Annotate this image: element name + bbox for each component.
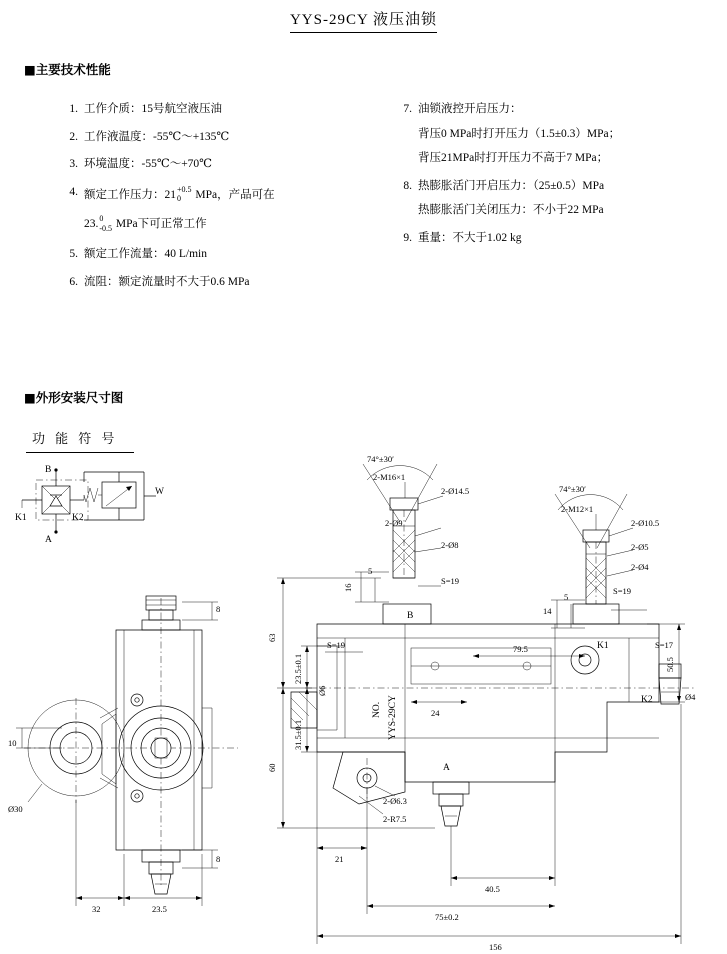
spec-line: 热膨胀活门关闭压力：不小于22 MPa — [418, 204, 604, 216]
tolerance-stack — [177, 184, 192, 204]
dim-label-8-top: 8 — [216, 604, 221, 614]
spec-line: 工作液温度：-55℃～+135℃ — [84, 130, 230, 143]
spec-text-b: MPa，产品可在 — [192, 188, 275, 201]
label-d8: 2-Ø8 — [441, 540, 459, 550]
spec-line: 工作介质：15号航空液压油 — [84, 103, 222, 115]
tolerance-upper: 0 — [99, 214, 104, 224]
bolt-hole-upper — [131, 694, 143, 706]
d9-leader — [415, 528, 441, 536]
angle-label-left: 74°±30′ — [367, 454, 394, 464]
label-63: 63 — [267, 633, 277, 642]
label-505: 50.5 — [665, 657, 675, 672]
angle-left-leader-2 — [405, 464, 437, 522]
port-label-b: B — [407, 611, 414, 621]
label-21: 21 — [335, 854, 344, 864]
port-k2-label: K2 — [72, 513, 84, 523]
spec-item — [58, 132, 388, 144]
angle-right-leader-2 — [597, 494, 627, 548]
right-port-cap — [583, 530, 609, 542]
spec-line: 背压21MPa时打开压力不高于7 MPa； — [418, 152, 609, 164]
port-w-label: W — [155, 487, 164, 497]
drawing-right-assembly — [255, 452, 725, 952]
angle-right-leader-1 — [555, 494, 590, 548]
spec-body — [84, 277, 388, 289]
tolerance-lower: -0.5 — [99, 223, 113, 233]
spec-text-c: 23. — [84, 218, 99, 231]
nameplate-no: NO. — [372, 701, 382, 718]
spec-line: 油锁液控开启压力： — [418, 103, 522, 115]
spec-item — [58, 249, 388, 261]
label-795: 79.5 — [513, 644, 528, 654]
spec-item — [58, 159, 388, 171]
left-port-cap — [390, 498, 418, 510]
port-b-dot — [54, 468, 57, 471]
label-14: 14 — [543, 606, 552, 616]
left-arm-body — [102, 714, 116, 784]
spec-number: 5. — [69, 248, 78, 261]
dim-label-8-bot: 8 — [216, 854, 221, 864]
spec-number: 6. — [69, 275, 78, 288]
dim-label-dia30: Ø30 — [8, 804, 23, 814]
spec-number: 1. — [69, 103, 78, 115]
d63-leader — [375, 786, 395, 796]
relief-arrow-head — [126, 486, 132, 491]
left-port-hatch — [393, 530, 415, 572]
spec-item — [58, 184, 388, 234]
d105-leader — [609, 528, 633, 536]
relief-spring — [84, 488, 102, 502]
port-label-a: A — [443, 763, 450, 773]
label-dia4: Ø4 — [685, 692, 696, 702]
spec-list-left — [58, 104, 388, 304]
spec-line: 背压0 MPa时打开压力（1.5±0.3）MPa； — [418, 127, 621, 140]
drawing-left-end-view — [6, 588, 256, 928]
spec-line: 额定工作流量：40 L/min — [84, 248, 207, 261]
spec-line: 重量：不大于1.02 kg — [418, 231, 522, 244]
spec-text-a: 额定工作压力：21 — [84, 188, 176, 201]
spec-body — [84, 104, 388, 116]
spec-item — [392, 181, 722, 217]
spec-number: 7. — [403, 103, 412, 115]
bolt-hole-lower — [131, 790, 143, 802]
spec-body — [84, 132, 388, 144]
label-d105: 2-Ø10.5 — [631, 518, 660, 528]
spec-body — [418, 233, 722, 245]
dia30-leader — [28, 784, 42, 802]
spec-text-d: MPa下可正常工作 — [113, 218, 207, 231]
label-5-left: 5 — [368, 566, 373, 576]
spec-line: 流阻：额定流量时不大于0.6 MPa — [84, 275, 250, 288]
relief-valve-body — [102, 482, 136, 508]
check-valve-triangle — [50, 496, 62, 506]
spec-number: 9. — [403, 231, 412, 244]
spec-body — [84, 249, 388, 261]
spec-item — [392, 104, 722, 165]
spec-body — [84, 159, 388, 171]
page-title-text: YYS-29CY 液压油锁 — [290, 8, 437, 33]
tolerance-lower: 0 — [177, 193, 181, 203]
spec-body — [418, 181, 722, 217]
right-flange-block — [573, 604, 619, 624]
label-16: 16 — [343, 583, 353, 592]
d145-leader — [418, 496, 443, 504]
label-d63: 2-Ø6.3 — [383, 796, 407, 806]
bottom-fitting-nut-2 — [439, 794, 463, 806]
label-24: 24 — [431, 708, 440, 718]
bolt-hole-upper-in — [135, 698, 139, 702]
spec-number: 3. — [69, 158, 78, 170]
port-a-dot — [54, 530, 57, 533]
spec-item — [58, 277, 388, 289]
pivot-boss-outer — [571, 646, 599, 674]
label-m16: 2-M16×1 — [373, 472, 406, 482]
port-b-label: B — [45, 465, 52, 475]
label-156: 156 — [489, 942, 502, 952]
d4-leader — [607, 570, 633, 576]
nameplate-model: YYS-29CY — [388, 695, 398, 740]
label-s17: S=17 — [655, 640, 674, 650]
function-symbol-diagram — [14, 462, 214, 592]
spec-number: 8. — [403, 179, 412, 192]
tolerance-upper: +0.5 — [177, 184, 192, 194]
section-heading-specs: ■主要技术性能 — [24, 62, 111, 77]
label-405: 40.5 — [485, 884, 500, 894]
label-315-tol: 31.5±0.1 — [293, 719, 303, 750]
label-m12: 2-M12×1 — [561, 504, 594, 514]
dim-label-32: 32 — [92, 904, 101, 914]
spec-line — [84, 216, 388, 233]
label-5-right: 5 — [564, 592, 569, 602]
port-label-k2: K2 — [641, 695, 653, 705]
label-dia6: Ø6 — [317, 685, 327, 696]
angle-label-right: 74°±30′ — [559, 484, 586, 494]
label-60: 60 — [267, 763, 277, 772]
label-75: 75±0.2 — [435, 912, 459, 922]
spec-line — [84, 184, 388, 204]
label-d4: 2-Ø4 — [631, 562, 649, 572]
function-symbol-underline — [26, 452, 134, 453]
label-d9: 2-Ø9 — [385, 518, 403, 528]
spec-item — [392, 233, 722, 245]
page-title — [0, 8, 727, 33]
tolerance-stack — [99, 216, 112, 233]
port-k1-label: K1 — [15, 513, 27, 523]
function-symbol-label: 功 能 符 号 — [32, 432, 118, 447]
spec-body — [84, 184, 388, 234]
label-235-tol: 23.5±0.1 — [293, 653, 303, 684]
bottom-fitting-flange-2 — [433, 782, 469, 794]
spec-item — [58, 104, 388, 116]
right-end-cone — [659, 678, 681, 704]
label-d145: 2-Ø14.5 — [441, 486, 470, 496]
port-a-label: A — [45, 535, 52, 545]
d8-leader — [415, 548, 441, 552]
spec-number: 4. — [69, 185, 78, 198]
port-label-k1: K1 — [597, 641, 609, 651]
label-s19-c: S=19 — [613, 586, 632, 596]
spec-body — [418, 104, 722, 165]
dim-label-235: 23.5 — [152, 904, 167, 914]
spec-line: 环境温度：-55℃～+70℃ — [84, 158, 213, 170]
spec-line: 热膨胀活门开启压力：（25±0.5）MPa — [418, 179, 605, 192]
label-s19-b: S=19 — [327, 640, 346, 650]
section-heading-dimensions: ■外形安装尺寸图 — [24, 390, 124, 405]
main-bore — [151, 738, 171, 758]
spec-list-right — [392, 104, 722, 260]
bolt-hole-lower-in — [135, 794, 139, 798]
label-d5: 2-Ø5 — [631, 542, 649, 552]
d5-leader — [607, 550, 633, 556]
label-r75: 2-R7.5 — [383, 814, 407, 824]
dim-label-10: 10 — [8, 738, 17, 748]
label-s19-a: S=19 — [441, 576, 460, 586]
spec-number: 2. — [69, 130, 78, 143]
